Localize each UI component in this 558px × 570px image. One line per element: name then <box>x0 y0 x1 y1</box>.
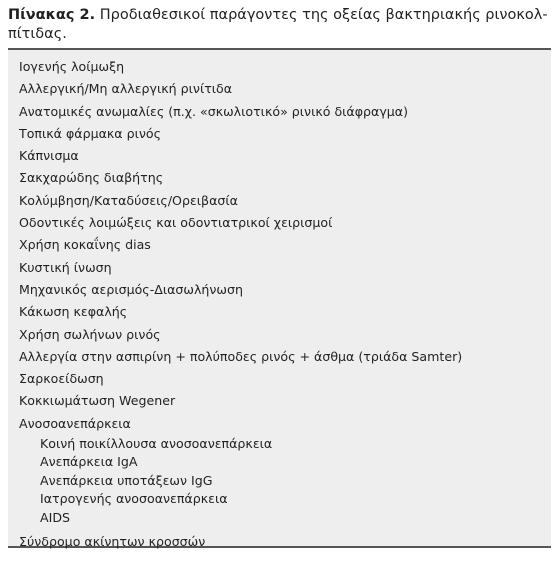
factor-row: Κάκωση κεφαλής <box>19 304 128 320</box>
predisposing-factors-table <box>8 48 551 548</box>
factor-row-immunodeficiency: Ανοσοανεπάρκεια <box>19 415 131 431</box>
factor-row: Χρήση σωλήνων ρινός <box>19 326 161 342</box>
factor-row: Ιογενής λοίμωξη <box>19 59 125 74</box>
immunodeficiency-subtype-row: Ανεπάρκεια IgA <box>40 454 138 470</box>
factor-row: Χρήση κοκαΐνης dias <box>19 237 151 253</box>
table-caption <box>8 6 552 44</box>
factor-row: Οδοντικές λοιμώξεις και οδοντιατρικοί χειρισμοί <box>19 215 333 231</box>
factor-row: Σακχαρώδης διαβήτης <box>19 170 164 186</box>
factor-row: Σαρκοείδωση <box>19 371 104 387</box>
table-caption-line2: πίτιδας. <box>8 26 67 42</box>
immunodeficiency-subtype-row: Ιατρογενής ανοσοανεπάρκεια <box>40 491 228 507</box>
factor-row: Κυστική ίνωση <box>19 259 112 275</box>
table-caption-label: Πίνακας 2. <box>8 7 96 23</box>
immunodeficiency-subtype-row: Κοινή ποικίλλουσα ανοσοανεπάρκεια <box>40 436 273 452</box>
immunodeficiency-subtype-row: Ανεπάρκεια υποτάξεων IgG <box>40 472 213 488</box>
immunodeficiency-subtype-row: AIDS <box>40 509 71 525</box>
factor-row: Σύνδρομο ακίνητων κροσσών <box>19 534 206 550</box>
factor-row: Αλλεργία στην ασπιρίνη + πολύποδες ρινός + άσθμα (τριάδα Samter) <box>19 348 463 364</box>
factor-row: Κοκκιωμάτωση Wegener <box>19 393 176 409</box>
factor-row: Μηχανικός αερισμός-Διασωλήνωση <box>19 281 243 297</box>
factor-row: Κάπνισμα <box>19 148 79 164</box>
factor-row: Αλλεργική/Μη αλλεργική ρινίτιδα <box>19 81 233 97</box>
factor-row: Ανατομικές ανωμαλίες (π.χ. «σκωλιοτικό» ρινικό διάφραγμα) <box>19 103 409 119</box>
factor-row: Κολύμβηση/Καταδύσεις/Ορειβασία <box>19 192 238 208</box>
table-caption-line1: Προδιαθεσικοί παράγοντες της οξείας βακτηριακής ρινοκολ- <box>99 7 548 23</box>
factor-row: Τοπικά φάρμακα ρινός <box>19 125 161 141</box>
